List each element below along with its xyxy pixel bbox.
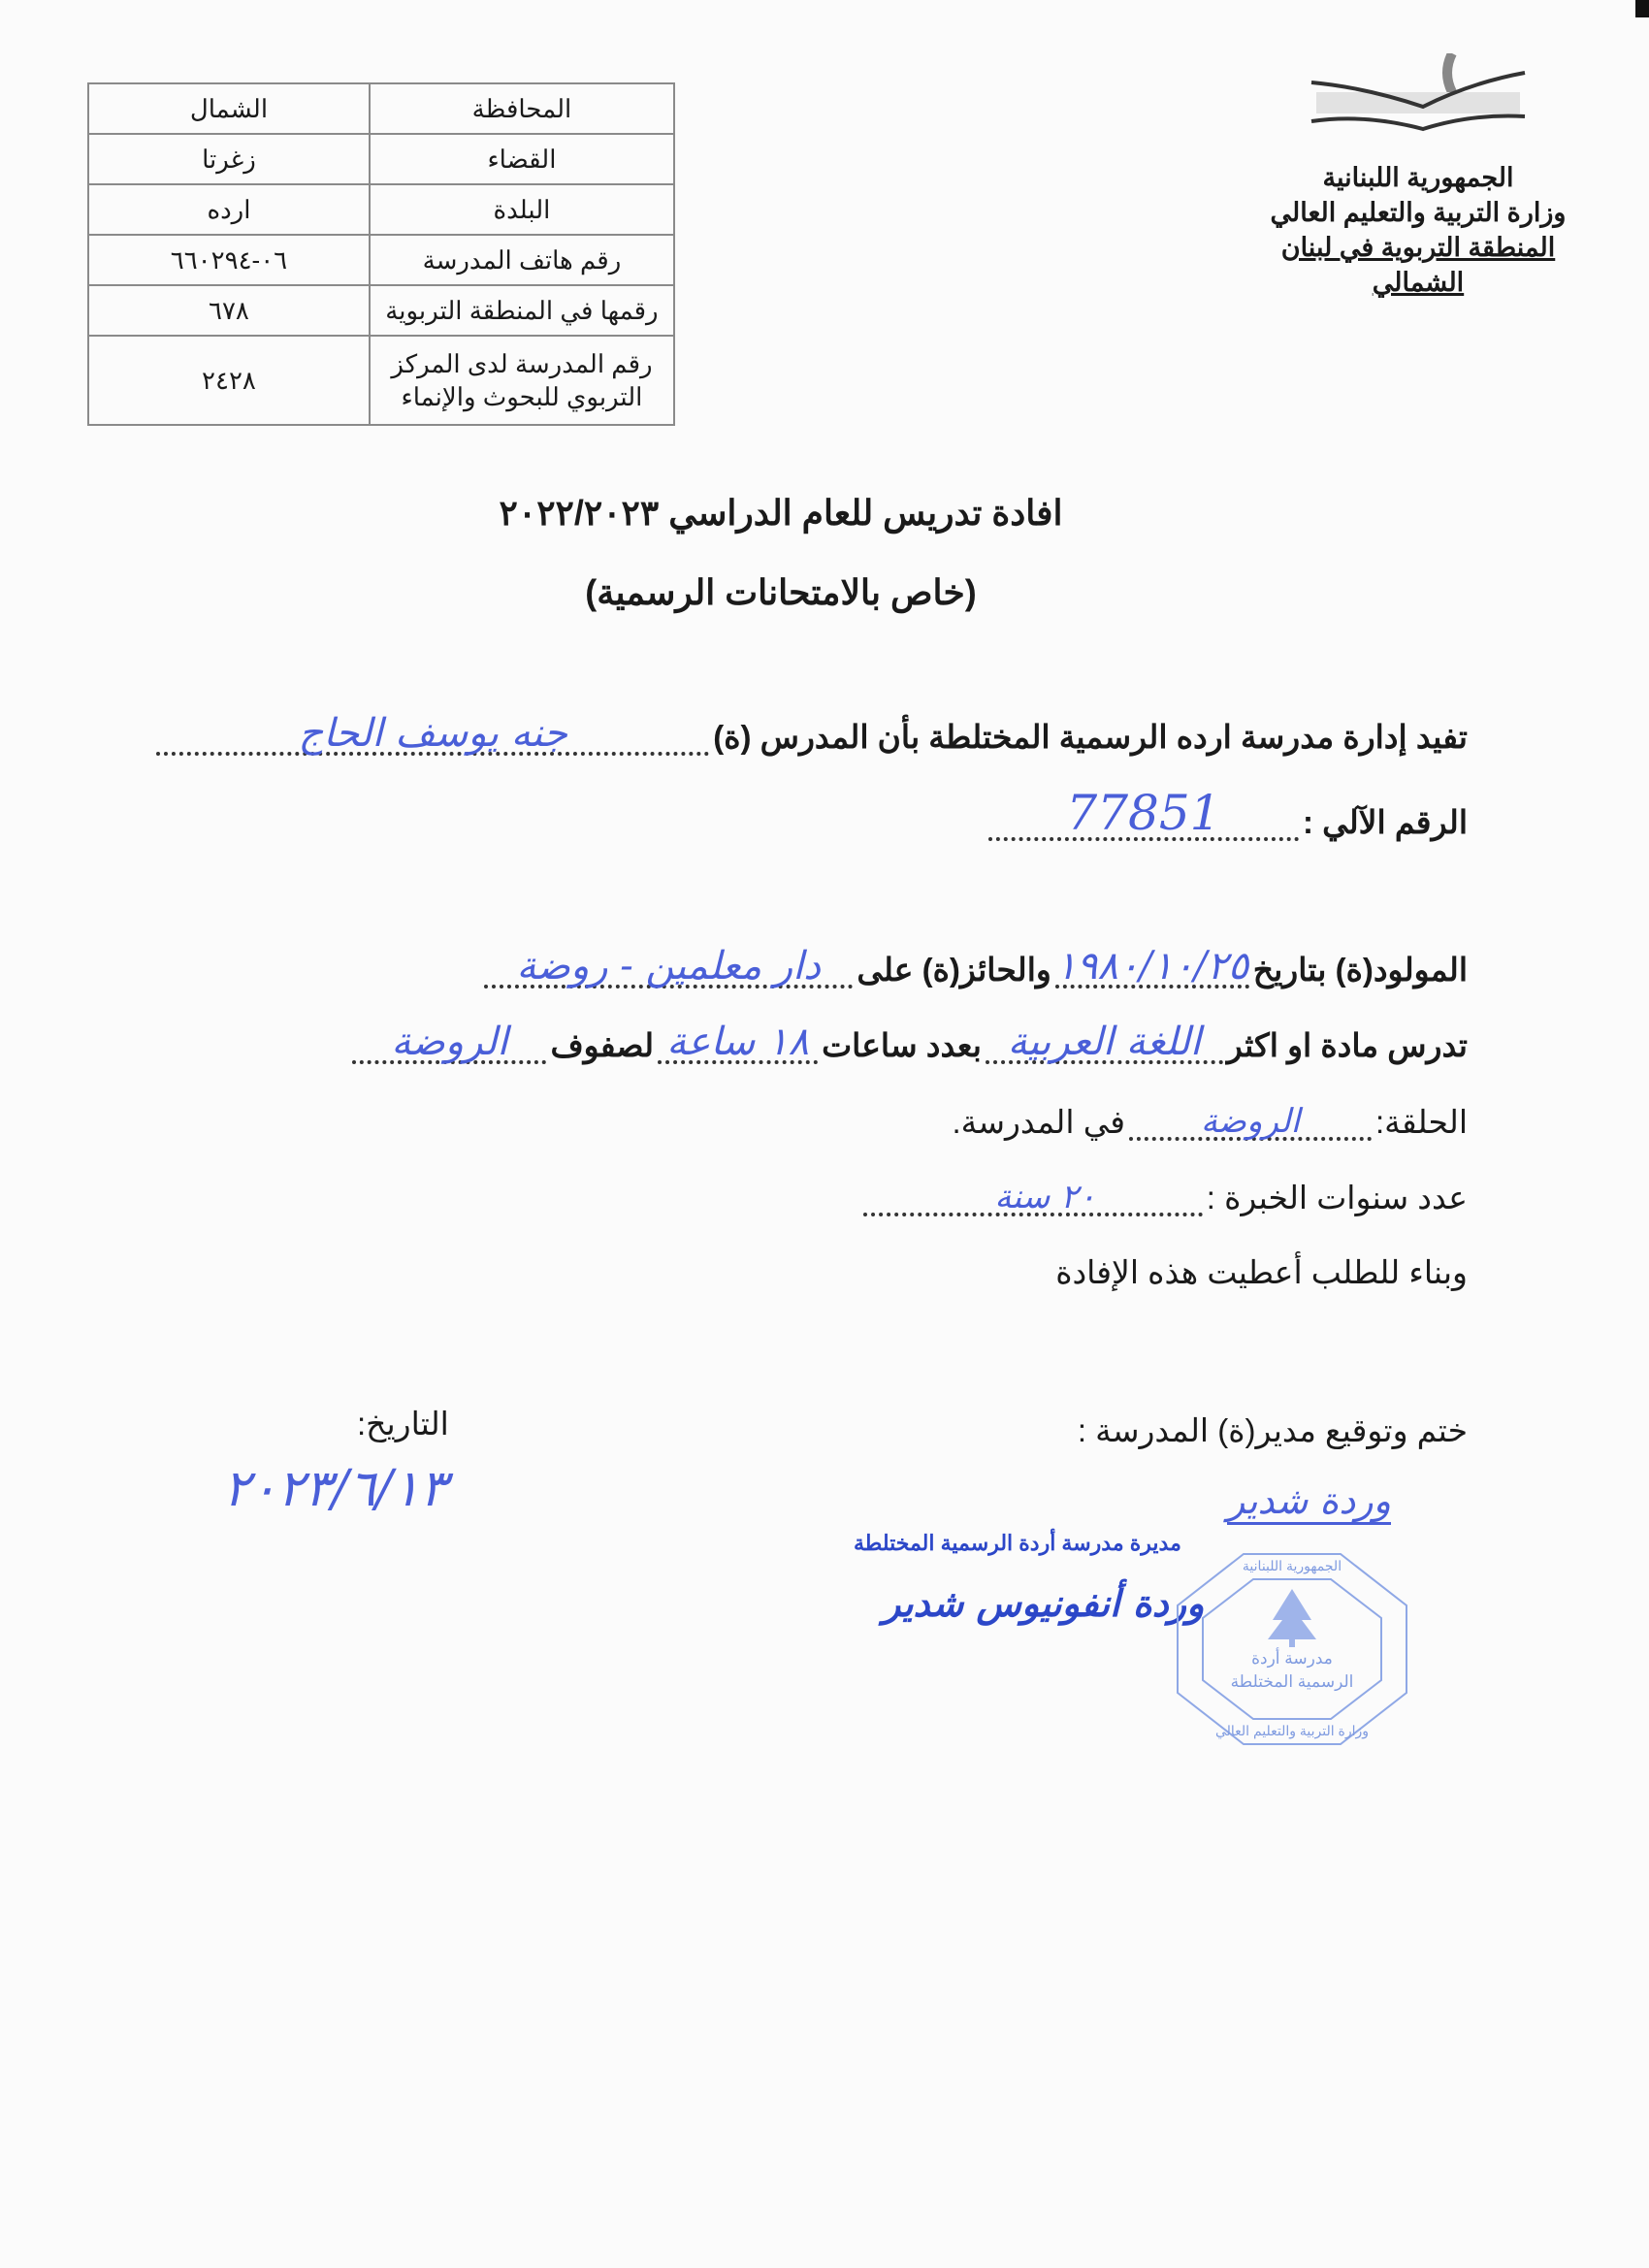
- table-row: [88, 184, 674, 235]
- table-row: [88, 235, 674, 285]
- label: لصفوف: [550, 1027, 655, 1063]
- table-row: [88, 336, 674, 425]
- label: تفيد إدارة مدرسة ارده الرسمية المختلطة بأن المدرس (ة): [713, 719, 1468, 755]
- degree: دار معلمين - روضة: [516, 944, 822, 988]
- line-closing: [1055, 1253, 1468, 1291]
- table-row: [88, 285, 674, 336]
- seal-bottom-text: وزارة التربية والتعليم العالي: [1214, 1723, 1370, 1738]
- row-label: رقم هاتف المدرسة: [370, 235, 674, 285]
- stamp-title: مديرة مدرسة أردة الرسمية المختلطة: [854, 1531, 1181, 1555]
- id-number: 77851: [1066, 785, 1221, 841]
- row-value: ارده: [88, 184, 370, 235]
- seal-center-line1: مدرسة أردة: [1251, 1649, 1333, 1668]
- birth-date-field: [1055, 944, 1249, 988]
- table-row: [88, 83, 674, 134]
- label: الرقم الآلي :: [1302, 804, 1468, 840]
- school-seal: [1176, 1552, 1408, 1746]
- label: المولود(ة) بتاريخ: [1252, 952, 1468, 988]
- closing-text: وبناء للطلب أعطيت هذه الإفادة: [1055, 1254, 1468, 1290]
- line-experience: [859, 1179, 1468, 1216]
- classes: الروضة: [391, 1020, 508, 1064]
- row-label: رقمها في المنطقة التربوية: [370, 285, 674, 336]
- page-subtitle: (خاص بالامتحانات الرسمية): [585, 572, 977, 612]
- open-book-icon: [1307, 53, 1530, 141]
- hours: ١٨ ساعة: [666, 1020, 809, 1064]
- line-subject: [348, 1020, 1468, 1064]
- table-row: [88, 134, 674, 184]
- label: تدرس مادة او اكثر: [1226, 1027, 1468, 1063]
- hours-field: [658, 1020, 818, 1064]
- line-cycle: [952, 1103, 1468, 1141]
- logo-line-region: المنطقة التربوية في لبنان الشمالي: [1280, 233, 1556, 297]
- label: عدد سنوات الخبرة :: [1206, 1180, 1468, 1215]
- signature-label: ختم وتوقيع مدير(ة) المدرسة :: [1077, 1412, 1468, 1448]
- experience: ٢٠ سنة: [994, 1178, 1096, 1216]
- row-value: زغرتا: [88, 134, 370, 184]
- label: في المدرسة.: [952, 1104, 1125, 1140]
- label: بعدد ساعات: [822, 1027, 982, 1063]
- scan-edge-mark: [1635, 0, 1649, 17]
- row-value: ٢٤٢٨: [88, 336, 370, 425]
- seal-center-line2: الرسمية المختلطة: [1230, 1672, 1354, 1691]
- logo-line-republic: الجمهورية اللبنانية: [1322, 163, 1514, 192]
- line-teacher: [152, 711, 1468, 756]
- label: الحلقة:: [1374, 1104, 1468, 1140]
- row-value: ٦٧٨: [88, 285, 370, 336]
- seal-top-text: الجمهورية اللبنانية: [1242, 1558, 1342, 1573]
- classes-field: [352, 1020, 546, 1064]
- page-title: افادة تدريس للعام الدراسي ٢٠٢٢/٢٠٢٣: [499, 493, 1063, 533]
- handwritten-date: ٢٠٢٣/٦/١٣: [223, 1460, 447, 1518]
- experience-field: [863, 1178, 1203, 1216]
- subject-field: [986, 1020, 1223, 1064]
- label: والحائز(ة) على: [857, 952, 1051, 988]
- id-field: [988, 785, 1299, 841]
- row-label: البلدة: [370, 184, 674, 235]
- birth-date: ١٩٨٠/١٠/٢٥: [1055, 944, 1249, 988]
- ministry-logo: [1258, 53, 1578, 297]
- teacher-name: جنه يوسف الحاج: [298, 711, 567, 756]
- row-label: المحافظة: [370, 83, 674, 134]
- degree-field: [484, 944, 853, 988]
- row-label: القضاء: [370, 134, 674, 184]
- row-label: رقم المدرسة لدى المركز التربوي للبحوث والإنماء: [370, 336, 674, 425]
- logo-line-ministry: وزارة التربية والتعليم العالي: [1270, 198, 1567, 227]
- handwritten-signature: وردة شدير: [1227, 1479, 1391, 1525]
- row-value: ٠٦-٦٦٠٢٩٤: [88, 235, 370, 285]
- row-value: الشمال: [88, 83, 370, 134]
- cycle: الروضة: [1200, 1102, 1301, 1141]
- subject: اللغة العربية: [1007, 1020, 1202, 1064]
- teacher-name-field: [156, 711, 709, 756]
- date-label: التاريخ:: [357, 1406, 449, 1442]
- cycle-field: [1129, 1102, 1372, 1141]
- stamp-name: وردة أنفونيوس شدير: [883, 1581, 1205, 1625]
- school-info-table: [87, 82, 675, 426]
- line-birth: [480, 944, 1468, 988]
- line-id: [985, 785, 1468, 841]
